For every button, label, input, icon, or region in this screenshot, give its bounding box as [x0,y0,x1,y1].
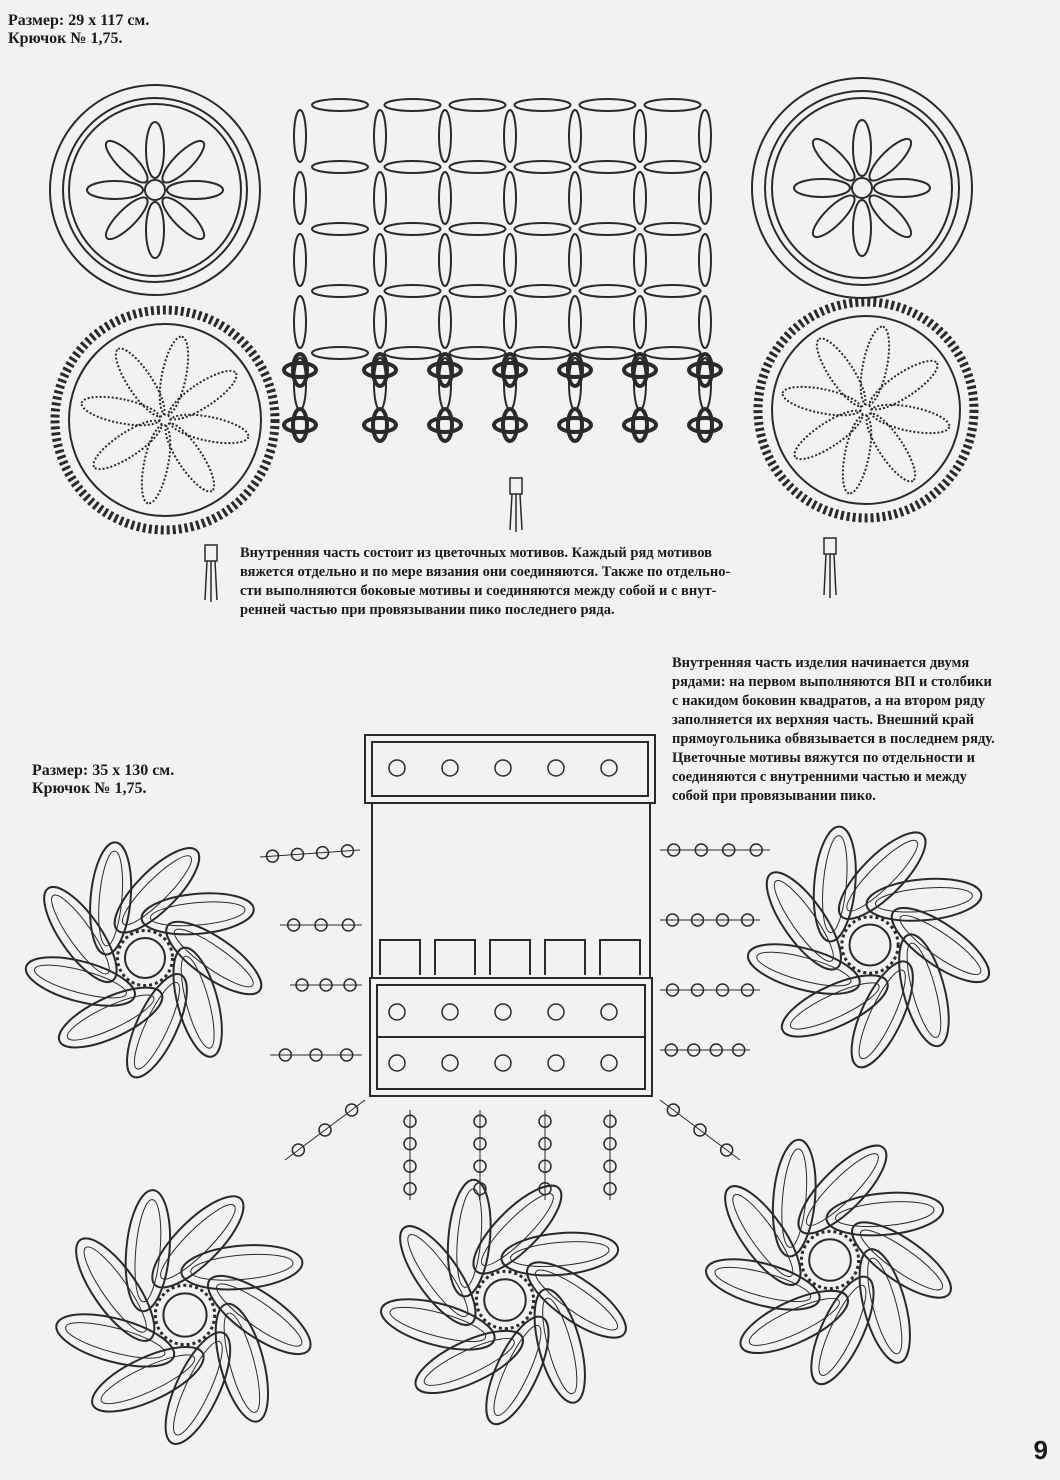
flower-motif [21,836,271,1085]
page-number: 9 [1033,1435,1048,1465]
wheel-top-right [752,78,972,298]
description-line: соединяются с внутренними частью и между [672,769,967,785]
center-grid [284,99,721,441]
pattern2-description [672,654,1017,806]
description-line: заполняется их верхняя часть. Внешний край [672,712,975,728]
pattern2-specs [32,762,174,798]
pattern1-size: Размер: 29 x 117 см. [8,12,150,29]
description-line: Внутренняя часть состоит из цветочных мотивов. Каждый ряд мотивов [240,545,712,561]
flower-motif [743,820,999,1075]
description-line: Внутренняя часть изделия начинается двумя [672,655,970,671]
wheel-bottom-left [55,310,275,530]
pattern2-hook: Крючок № 1,75. [32,780,147,797]
flower-motif [701,1134,961,1393]
description-line: собой при провязывании пико. [672,788,876,804]
pattern1-hook: Крючок № 1,75. [8,30,123,47]
flower-motif [376,1174,636,1433]
description-line: ренней частью при провязывании пико последнего ряда. [240,602,615,618]
description-line: прямоугольника обвязывается в последнем ряду. [672,731,995,747]
flower-motif [51,1184,321,1453]
pattern1-description [240,544,800,620]
description-line: Цветочные мотивы вяжутся по отдельности и [672,750,976,766]
wheel-bottom-right [758,302,974,518]
description-line: рядами: на первом выполняются ВП и столбики [672,674,992,690]
center-rectangle [365,735,655,1096]
wheel-top-left [50,85,260,295]
description-line: вяжется отдельно и по мере вязания они соединяются. Также по отдельно- [240,564,731,580]
description-line: с накидом боковин квадратов, а на втором ряду [672,693,986,709]
pattern1-specs [8,12,149,48]
description-line: сти выполняются боковые мотивы и соединяются между собой и с внут- [240,583,717,599]
pattern2-size: Размер: 35 x 130 см. [32,762,175,779]
